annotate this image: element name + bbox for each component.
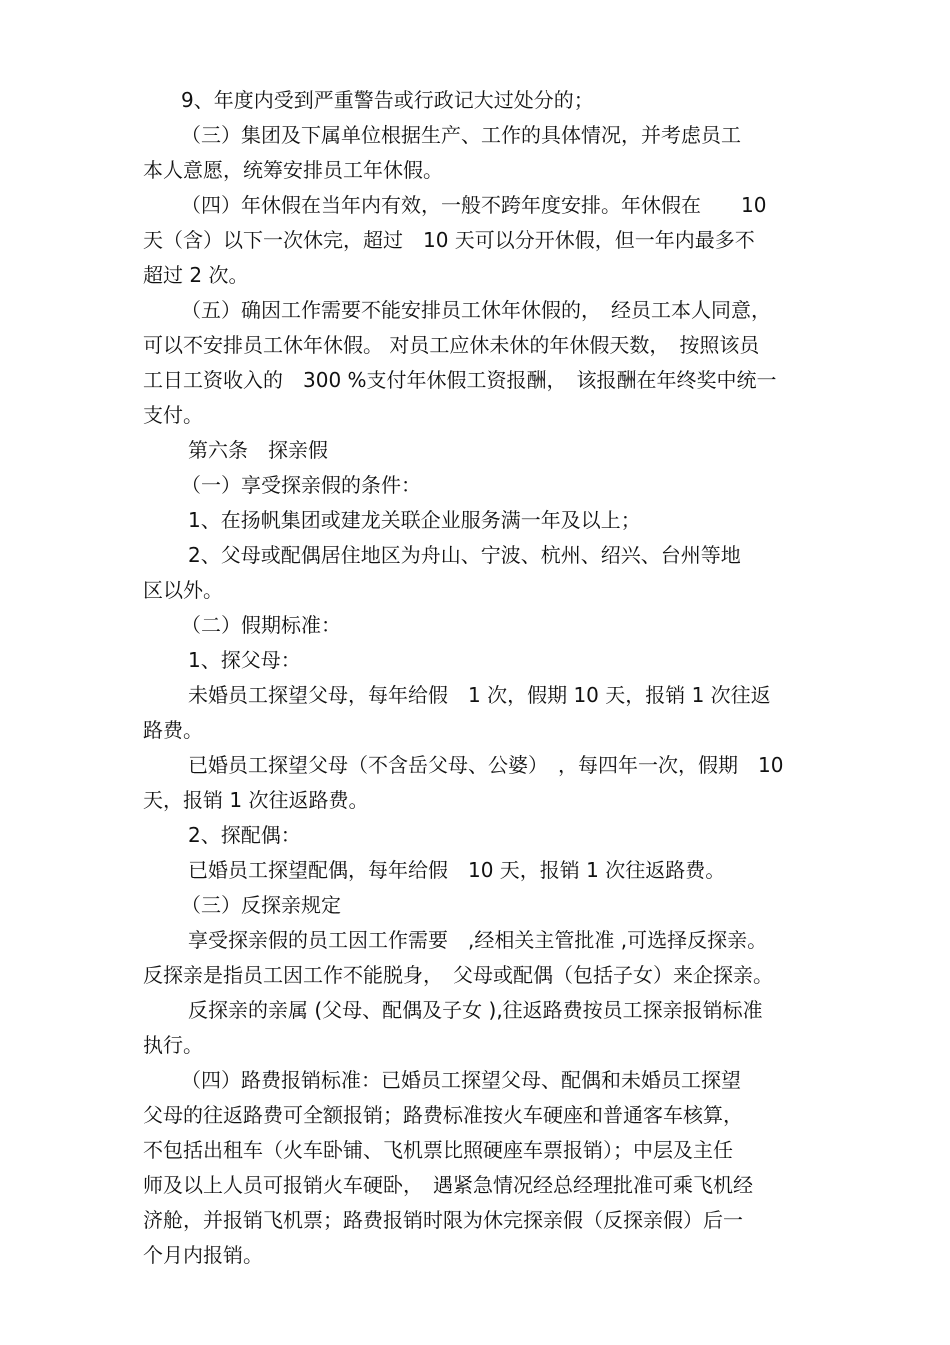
text-line: 工日工资收入的 300 %支付年休假工资报酬， 该报酬在年终奖中统一 <box>143 368 777 392</box>
text-line: 济舱，并报销飞机票；路费报销时限为休完探亲假（反探亲假）后一 <box>143 1208 743 1232</box>
text-line: 天（含）以下一次休完，超过 10 天可以分开休假，但一年内最多不 <box>143 228 755 252</box>
text-line: 不包括出租车（火车卧铺、飞机票比照硬座车票报销）；中层及主任 <box>143 1138 733 1162</box>
text-line: 已婚员工探望配偶，每年给假 10 天，报销 1 次往返路费。 <box>188 858 726 882</box>
text-line: 2、探配偶： <box>188 823 301 847</box>
text-line: （四）年休假在当年内有效，一般不跨年度安排。年休假在 10 <box>181 193 767 217</box>
text-line: 2、父母或配偶居住地区为舟山、宁波、杭州、绍兴、台州等地 <box>188 543 741 567</box>
text-line: （三）反探亲规定 <box>181 893 341 917</box>
text-line: 未婚员工探望父母，每年给假 1 次，假期 10 天，报销 1 次往返 <box>188 683 771 707</box>
text-line: 反探亲是指员工因工作不能脱身， 父母或配偶（包括子女）来企探亲。 <box>143 963 773 987</box>
text-line: 1、在扬帆集团或建龙关联企业服务满一年及以上； <box>188 508 641 532</box>
text-line: 反探亲的亲属 (父母、配偶及子女 ),往返路费按员工探亲报销标准 <box>188 998 763 1022</box>
text-line: 超过 2 次。 <box>143 263 249 287</box>
text-line: 享受探亲假的员工因工作需要 ,经相关主管批准 ,可选择反探亲。 <box>188 928 768 952</box>
text-line: 本人意愿，统筹安排员工年休假。 <box>143 158 443 182</box>
text-line: （五）确因工作需要不能安排员工休年休假的， 经员工本人同意， <box>181 298 771 322</box>
text-line: （二）假期标准： <box>181 613 341 637</box>
text-line: 可以不安排员工休年休假。 对员工应休未休的年休假天数， 按照该员 <box>143 333 760 357</box>
text-line: 支付。 <box>143 403 203 427</box>
text-line: 1、探父母： <box>188 648 301 672</box>
text-line: 区以外。 <box>143 578 223 602</box>
text-line: （一）享受探亲假的条件： <box>181 473 421 497</box>
text-line: 师及以上人员可报销火车硬卧， 遇紧急情况经总经理批准可乘飞机经 <box>143 1173 753 1197</box>
text-line: 已婚员工探望父母（不含岳父母、公婆） ，每四年一次，假期 10 <box>188 753 784 777</box>
text-line: 执行。 <box>143 1033 203 1057</box>
text-line: 父母的往返路费可全额报销；路费标准按火车硬座和普通客车核算， <box>143 1103 743 1127</box>
text-line: 9、年度内受到严重警告或行政记大过处分的； <box>181 88 594 112</box>
text-line: 天，报销 1 次往返路费。 <box>143 788 369 812</box>
text-line: （三）集团及下属单位根据生产、工作的具体情况，并考虑员工 <box>181 123 741 147</box>
section-heading: 第六条 探亲假 <box>188 438 328 462</box>
text-line: 路费。 <box>143 718 203 742</box>
text-line: （四）路费报销标准：已婚员工探望父母、配偶和未婚员工探望 <box>181 1068 741 1092</box>
text-line: 个月内报销。 <box>143 1243 263 1267</box>
